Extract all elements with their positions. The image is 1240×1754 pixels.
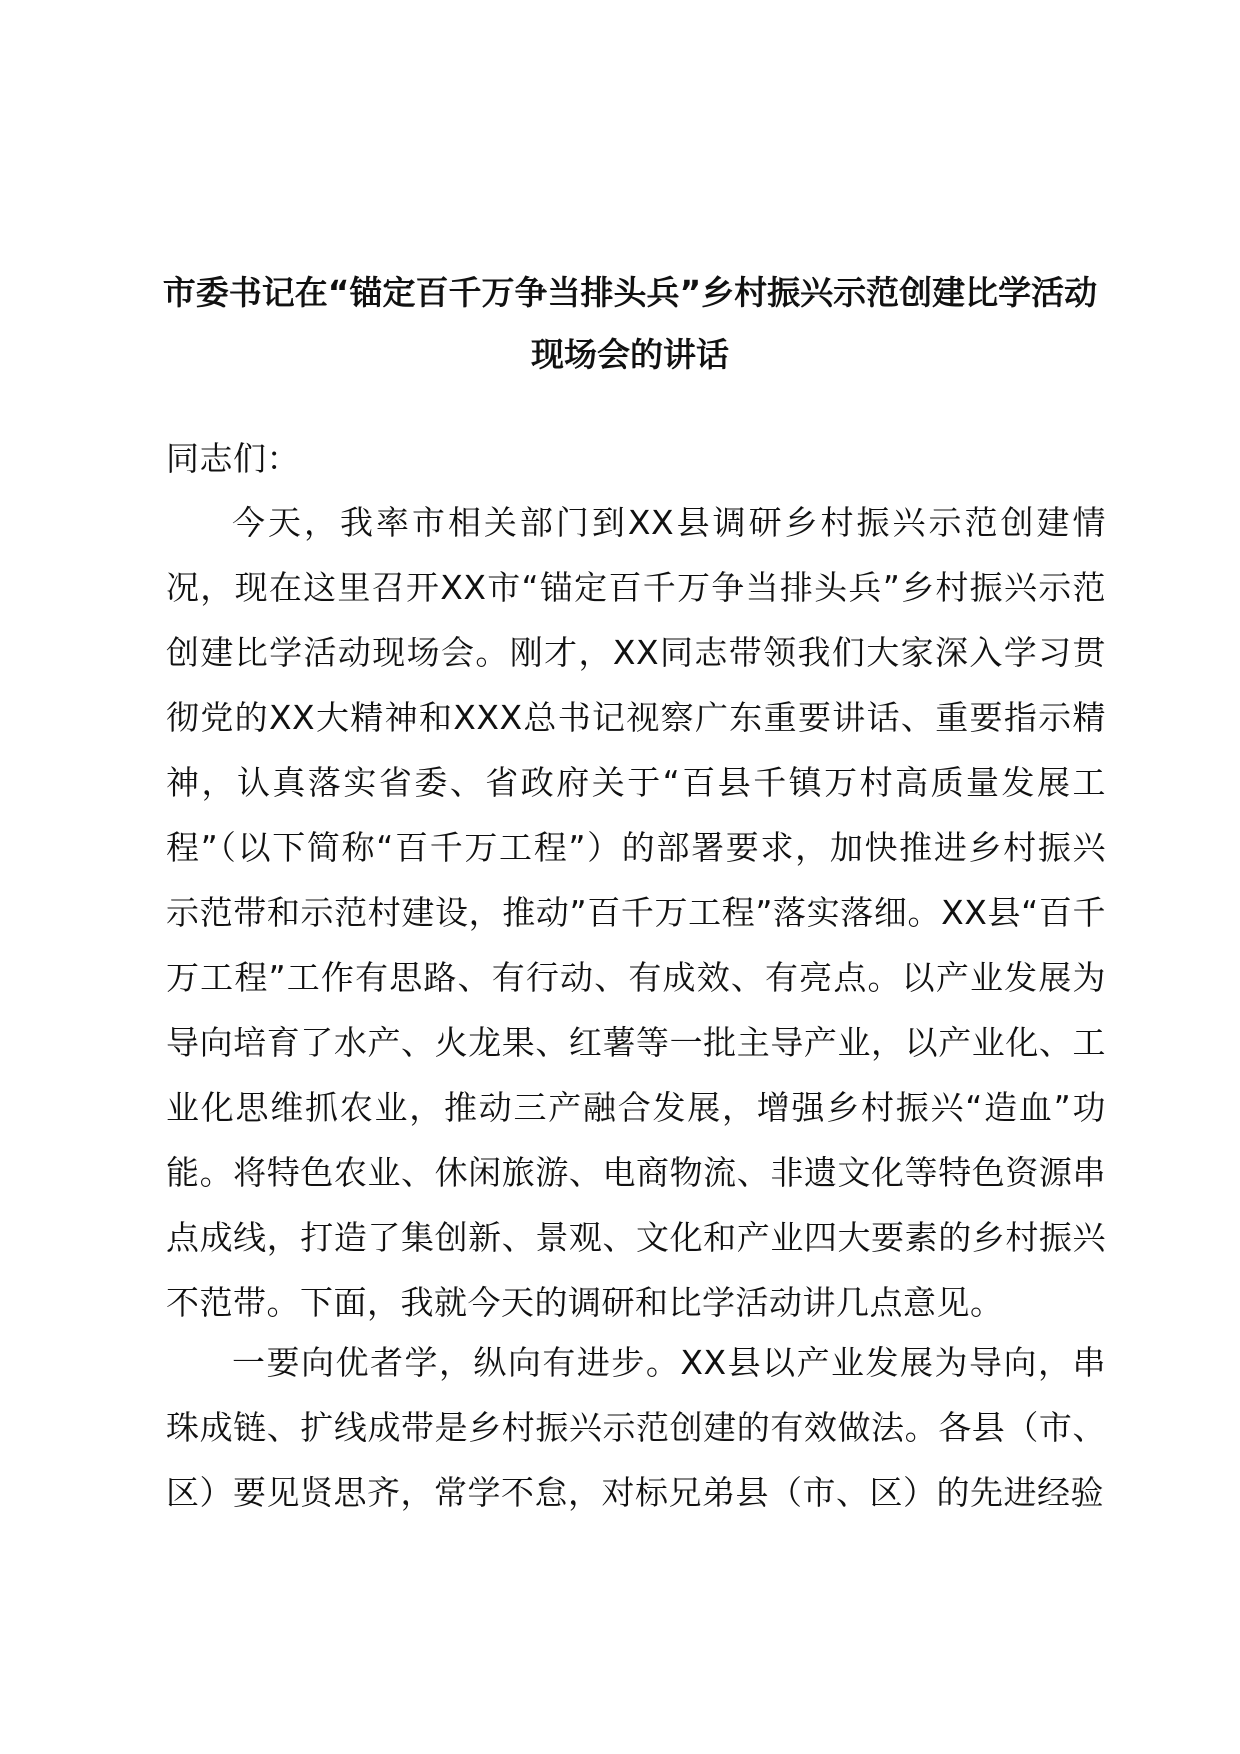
body-paragraph-2: 一要向优者学，纵向有进步。XX县以产业发展为导向，串珠成链、扩线成带是乡村振兴示范创建的有效做法。各县（市、区）要见贤思齐，常学不怠，对标兄弟县（市、区）的先进经验 bbox=[166, 1343, 1106, 1512]
body-paragraph-1: 今天，我率市相关部门到XX县调研乡村振兴示范创建情况，现在这里召开XX市“锚定百千万争当排头兵”乡村振兴示范创建比学活动现场会。刚才，XX同志带领我们大家深入学习贯彻党的XX大精神和XXX总书记视察广东重要讲话、重要指示精神，认真落实省委、省政府关于“百县千镇万村高质量发展工程”（以下简称“百千万工程”）的部署要求，加快推进乡村振兴示范带和示范村建设，推动”百千万工程”落实落细。XX县“百千万工程”工作有思路、有行动、有成效、有亮点。以产业发展为导向培育了水产、火龙果、红薯等一批主导产业，以产业化、工业化思维抓农业，推动三产融合发展，增强乡村振兴“造血”功能。将特色农业、休闲旅游、电商物流、非遗文化等特色资源串点成线，打造了集创新、景观、文化和产业四大要素的乡村振兴不范带。下面，我就今天的调研和比学活动讲几点意见。 bbox=[166, 503, 1106, 1322]
salutation: 同志们： bbox=[166, 439, 300, 478]
document-title: 市委书记在“锚定百千万争当排头兵”乡村振兴示范创建比学活动现场会的讲话 bbox=[162, 273, 1098, 374]
